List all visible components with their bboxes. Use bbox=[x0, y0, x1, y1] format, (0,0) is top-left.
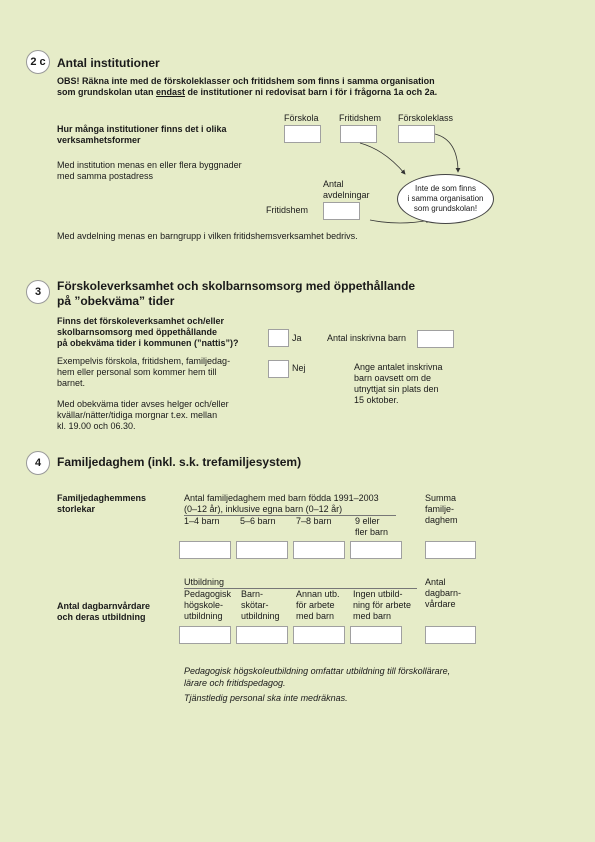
input-summa-familjedaghem[interactable] bbox=[425, 541, 476, 559]
dagbarnvardare-label: Antal dagbarnvårdare och deras utbildning bbox=[57, 601, 151, 622]
section-number-2c: 2 c bbox=[26, 50, 50, 74]
input-7-8-barn[interactable] bbox=[293, 541, 345, 559]
input-ingen-utb[interactable] bbox=[350, 626, 402, 644]
input-5-6-barn[interactable] bbox=[236, 541, 288, 559]
storlek-label: Familjedaghemmens storlekar bbox=[57, 493, 147, 514]
label-forskoleklass: Förskoleklass bbox=[398, 113, 454, 123]
col-barnskotar: Barn- skötar- utbildning bbox=[241, 589, 280, 621]
col-5-6-barn: 5–6 barn bbox=[240, 516, 276, 526]
input-9-fler-barn[interactable] bbox=[350, 541, 402, 559]
avdelning-definition: Med avdelning menas en barngrupp i vilken fritidshemsverksamhet bedrivs. bbox=[57, 231, 358, 241]
col-pedagogisk: Pedagogisk högskole- utbildning bbox=[184, 589, 232, 621]
antal-familjedaghem-header: Antal familjedaghem med barn födda 1991–2003 (0–12 år), inklusive egna barn (0–12 år) bbox=[184, 493, 379, 514]
arrow-fritidshem-bubble bbox=[360, 143, 405, 174]
section-title-4: Familjedaghem (inkl. s.k. trefamiljesystem) bbox=[57, 455, 302, 469]
input-annan-utb[interactable] bbox=[293, 626, 345, 644]
input-antal-dagbarnvardare[interactable] bbox=[425, 626, 476, 644]
input-antal-inskrivna[interactable] bbox=[417, 330, 454, 348]
inskrivna-instruction: Ange antalet inskrivna barn oavsett om de utnyttjat sin plats den 15 oktober. bbox=[354, 362, 443, 405]
label-antal-avdelningar: Antal avdelningar bbox=[323, 179, 370, 200]
col-9-fler-barn: 9 eller fler barn bbox=[355, 516, 389, 537]
utbildning-header: Utbildning bbox=[184, 577, 225, 587]
col-1-4-barn: 1–4 barn bbox=[184, 516, 220, 526]
col-summa: Summa familje- daghem bbox=[425, 493, 458, 525]
obekvama-definition: Med obekväma tider avses helger och/eller kvällar/nätter/tidiga morgnar t.ex. mellan kl. 19.00 och 06.30. bbox=[57, 399, 229, 431]
checkbox-ja[interactable] bbox=[268, 329, 289, 347]
section-title-3: Förskoleverksamhet och skolbarnsomsorg med öppethållande på ”obekväma” tider bbox=[57, 279, 416, 308]
obs-note: OBS! Räkna inte med de förskoleklasser och fritidshem som finns i samma organisation som grundskolan utan endast de institutioner ni redovisat barn i för i frågorna 1a och 2a. bbox=[57, 76, 438, 97]
section-number-4: 4 bbox=[26, 451, 50, 475]
input-barnskotar[interactable] bbox=[236, 626, 288, 644]
label-antal-inskrivna: Antal inskrivna barn bbox=[327, 333, 407, 343]
label-ja: Ja bbox=[292, 333, 302, 343]
input-pedagogisk[interactable] bbox=[179, 626, 231, 644]
label-fritidshem: Fritidshem bbox=[339, 113, 382, 123]
nattis-question: Finns det förskoleverksamhet och/eller skolbarnsomsorg med öppethållande på obekväma tider i kommunen (”nattis”)? bbox=[57, 316, 239, 348]
label-forskola: Förskola bbox=[284, 113, 319, 123]
input-1-4-barn[interactable] bbox=[179, 541, 231, 559]
checkbox-nej[interactable] bbox=[268, 360, 289, 378]
callout-bubble: Inte de som finns i samma organisation som grundskolan! bbox=[397, 174, 494, 224]
institution-question: Hur många institutioner finns det i olika verksamhetsformer bbox=[57, 124, 227, 145]
nattis-example: Exempelvis förskola, fritidshem, familjedag- hem eller personal som kommer hem till barnet. bbox=[57, 356, 231, 388]
arrow-forskoleklass-bubble bbox=[435, 134, 458, 172]
col-ingen-utb: Ingen utbild- ning för arbete med barn bbox=[353, 589, 412, 621]
label-nej: Nej bbox=[292, 363, 306, 373]
section-title-2c: Antal institutioner bbox=[57, 56, 160, 70]
col-annan-utb: Annan utb. för arbete med barn bbox=[296, 589, 340, 621]
col-7-8-barn: 7–8 barn bbox=[296, 516, 332, 526]
label-fritidshem-avdelningar: Fritidshem bbox=[266, 205, 309, 215]
section-number-3: 3 bbox=[26, 280, 50, 304]
col-antal-dagbarnvardare: Antal dagbarn- vårdare bbox=[425, 577, 462, 609]
footnote: Pedagogisk högskoleutbildning omfattar utbildning till förskollärare, lärare och fritidspedagog. Tjänstledig personal ska inte medräknas. bbox=[184, 666, 451, 703]
institution-definition: Med institution menas en eller flera byggnader med samma postadress bbox=[57, 160, 242, 181]
